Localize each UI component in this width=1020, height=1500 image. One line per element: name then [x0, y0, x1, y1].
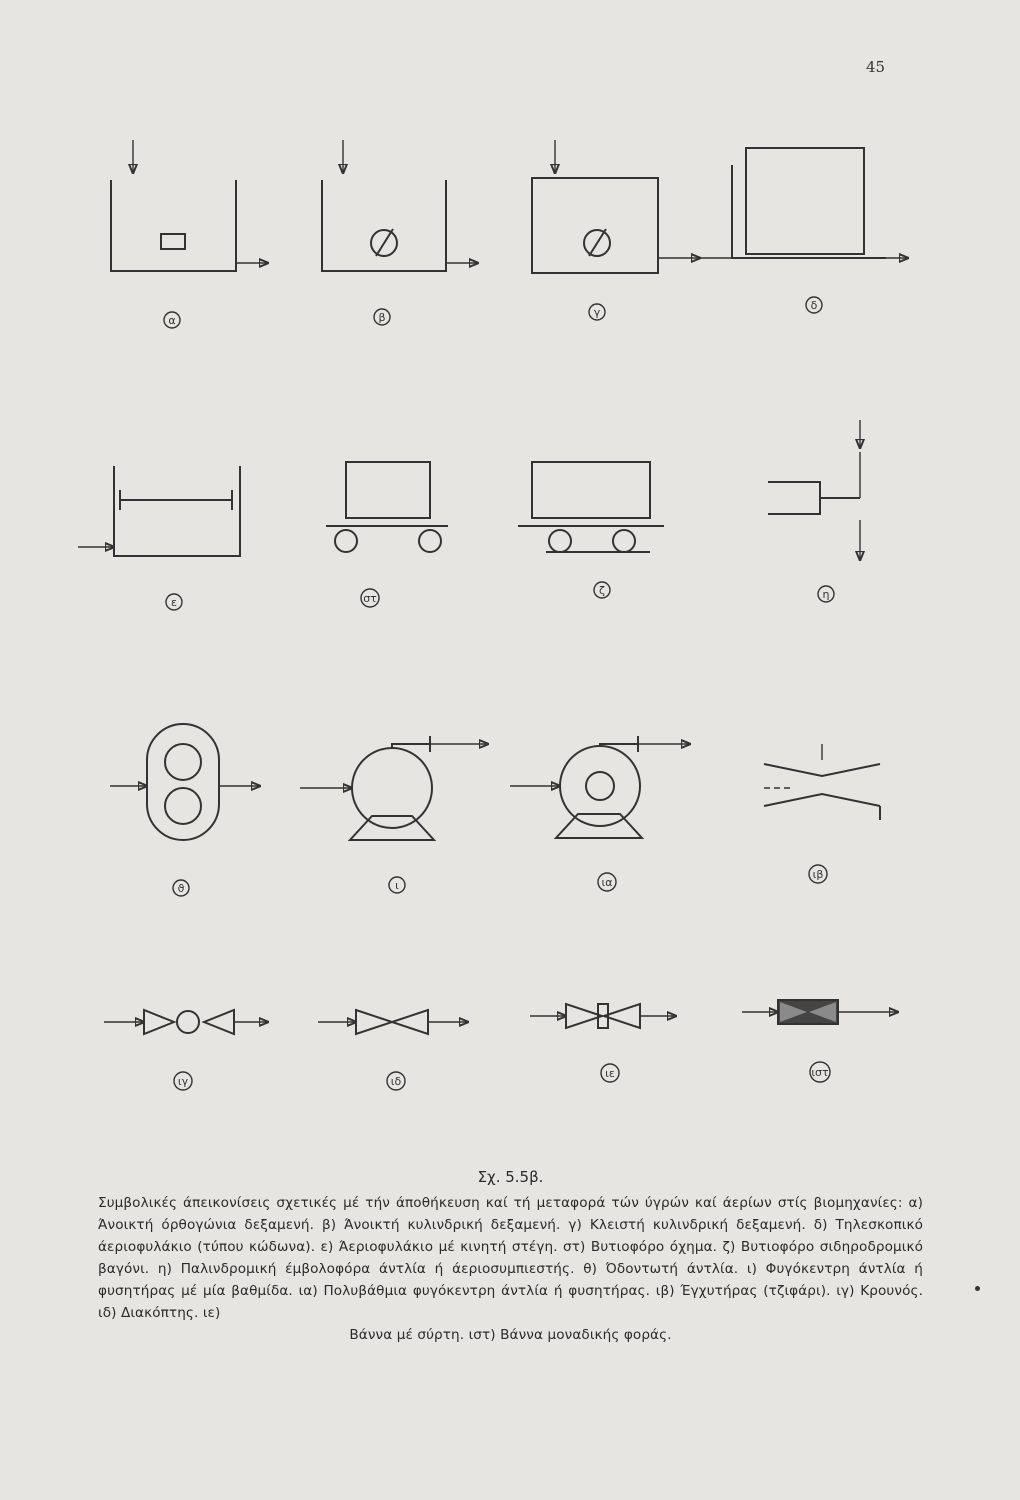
symbol-reciprocating-pump — [768, 420, 860, 560]
svg-text:ιστ: ιστ — [811, 1066, 829, 1079]
svg-text:ια: ια — [601, 876, 613, 889]
label-iota — [389, 877, 405, 893]
label-iota-delta — [387, 1072, 405, 1090]
svg-text:στ: στ — [363, 592, 377, 605]
svg-text:δ: δ — [810, 299, 818, 312]
symbol-gate-valve — [530, 1004, 676, 1028]
label-stigma — [361, 589, 379, 607]
svg-text:ζ: ζ — [599, 584, 605, 597]
label-iota-epsilon — [601, 1064, 619, 1082]
symbol-gear-pump — [110, 724, 260, 840]
label-gamma — [589, 304, 605, 320]
caption-title: Σχ. 5.5β. — [477, 1168, 544, 1186]
svg-text:ιγ: ιγ — [177, 1075, 189, 1088]
symbol-closed-cylindrical-tank — [532, 140, 700, 273]
svg-text:ιε: ιε — [605, 1067, 615, 1080]
label-iota-alpha — [598, 873, 616, 891]
symbol-tap — [104, 1010, 268, 1034]
symbol-tanker-truck — [326, 462, 448, 552]
label-alpha — [164, 312, 180, 328]
stray-dot — [975, 1286, 980, 1291]
symbol-one-way-valve — [742, 1000, 898, 1024]
svg-text:ϑ: ϑ — [177, 882, 185, 895]
label-beta — [374, 309, 390, 325]
svg-text:ιδ: ιδ — [390, 1075, 402, 1088]
symbol-switch-valve — [318, 1010, 468, 1034]
symbol-ejector — [764, 744, 880, 820]
svg-text:η: η — [822, 588, 830, 601]
label-iota-stigma — [810, 1062, 830, 1082]
symbol-telescopic-gasholder — [700, 148, 908, 258]
label-eta — [818, 586, 834, 602]
caption-last-line: Βάννα μέ σύρτη. ιστ) Βάννα μοναδικής φοράς. — [349, 1327, 672, 1343]
label-zeta — [594, 582, 610, 598]
label-theta — [173, 880, 189, 896]
caption-body: Συμβολικές άπεικονίσεις σχετικές μέ τήν άποθήκευση καί τή μεταφορά τών ύγρών καί άερίων στίς βιομηχανίες: α) Άνοικτή όρθογώνια δεξαμενή. β) Άνοικτή κυλινδρική δεξαμενή. γ) Κλειστή κυλινδρική δεξαμενή. δ) Τηλεσκοπικό άεριοφυλάκιο (τύπου κώδωνα). ε) Άεριοφυλάκιο μέ κινητή στέγη. στ) Βυτιοφόρο όχημα. ζ) Βυτιοφόρο σιδηροδρομικό βαγόνι. η) Παλινδρομική έμβολοφόρα άντλία ή άεριοσυμπιεστής. θ) Όδοντωτή άντλία. ι) Φυγόκεντρη άντλία ή φυσητήρας μέ μία βαθμίδα. ια) Πολυβάθμια φυγόκεντρη άντλία ή φυσητήρας. ιβ) Έγχυτήρας (τζιφάρι). ιγ) Κρουνός. ιδ) Διακόπτης. ιε) — [98, 1195, 923, 1321]
svg-text:ι: ι — [395, 879, 399, 892]
symbol-railway-tank-car — [518, 462, 664, 552]
symbol-movable-roof-gasholder — [78, 466, 240, 556]
label-iota-gamma — [174, 1072, 192, 1090]
svg-text:ιβ: ιβ — [812, 868, 824, 881]
symbol-open-cylindrical-tank — [322, 140, 478, 271]
label-epsilon — [166, 594, 182, 610]
svg-text:γ: γ — [593, 306, 601, 319]
label-iota-beta — [809, 865, 827, 883]
svg-text:ε: ε — [171, 596, 177, 609]
figure-caption — [98, 1168, 923, 1346]
caption-text — [98, 1192, 923, 1346]
symbol-centrifugal-pump — [300, 736, 488, 840]
label-delta — [806, 297, 822, 313]
svg-text:β: β — [378, 311, 386, 324]
page-number: 45 — [866, 58, 886, 76]
symbol-open-rectangular-tank — [111, 140, 268, 271]
symbol-multistage-centrifugal-pump — [510, 736, 690, 838]
svg-text:α: α — [168, 314, 176, 327]
